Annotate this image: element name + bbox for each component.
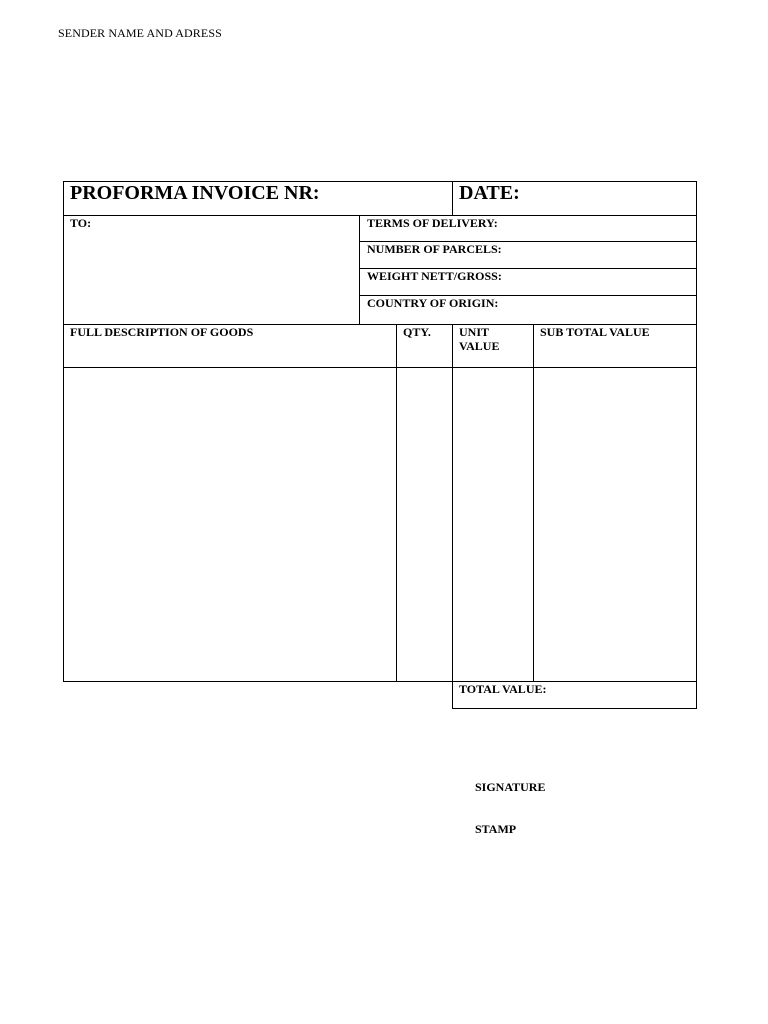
total-value-label: TOTAL VALUE: <box>459 682 547 696</box>
invoice-number-label: PROFORMA INVOICE NR: <box>70 182 320 204</box>
col-divider-unit <box>452 324 453 709</box>
col-header-value: VALUE <box>459 339 500 353</box>
terms-of-delivery-label: TERMS OF DELIVERY: <box>367 216 498 230</box>
stamp-label: STAMP <box>475 822 517 836</box>
col-header-description: FULL DESCRIPTION OF GOODS <box>70 325 254 339</box>
table-border-right <box>696 181 697 709</box>
to-divider <box>359 215 360 324</box>
sender-name-address: SENDER NAME AND ADRESS <box>58 26 222 40</box>
to-label: TO: <box>70 216 92 230</box>
number-of-parcels-label: NUMBER OF PARCELS: <box>367 242 502 256</box>
date-label: DATE: <box>459 182 520 204</box>
col-header-qty: QTY. <box>403 325 431 339</box>
table-border-bottom <box>63 681 697 682</box>
total-box-bottom <box>452 708 697 709</box>
col-header-unit: UNIT <box>459 325 490 339</box>
signature-label: SIGNATURE <box>475 780 546 794</box>
col-divider-subtotal <box>533 324 534 681</box>
table-border-left <box>63 181 64 681</box>
goods-header-bottom <box>63 367 697 368</box>
title-divider <box>452 181 453 215</box>
col-divider-qty <box>396 324 397 681</box>
weight-label: WEIGHT NETT/GROSS: <box>367 269 502 283</box>
col-header-subtotal: SUB TOTAL VALUE <box>540 325 650 339</box>
country-of-origin-label: COUNTRY OF ORIGIN: <box>367 296 499 310</box>
